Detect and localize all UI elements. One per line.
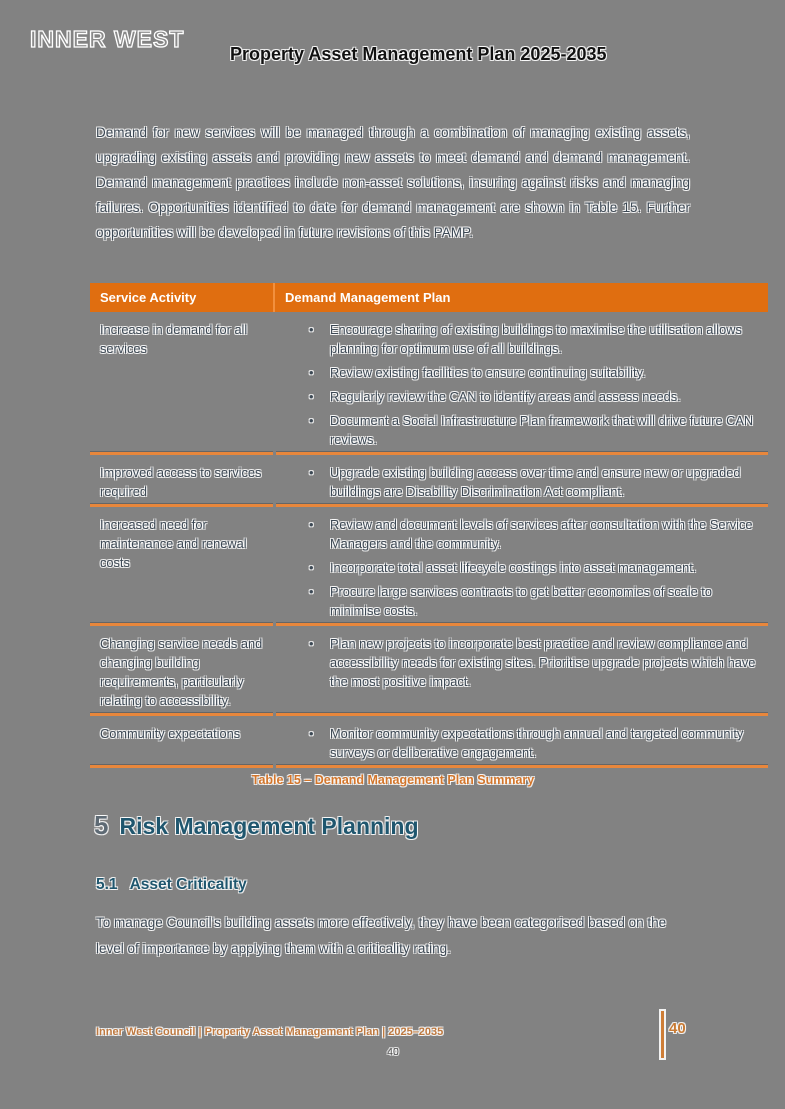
page-number: 40 xyxy=(669,1020,686,1037)
plan-cell xyxy=(273,626,768,716)
plan-cell xyxy=(273,716,768,768)
activity-cell: Increased need for maintenance and renewal costs xyxy=(100,517,247,570)
list-item-text: Review existing facilities to ensure continuing suitability. xyxy=(330,365,646,380)
bullet-icon: • xyxy=(309,726,314,741)
section-heading xyxy=(94,810,419,841)
bullet-icon: • xyxy=(309,560,314,575)
bullet-icon: • xyxy=(309,584,314,599)
list-item xyxy=(273,320,760,358)
bullet-icon: • xyxy=(309,465,314,480)
activity-cell: Improved access to services required xyxy=(100,465,262,499)
list-item xyxy=(273,634,760,691)
inner-west-logo: INNER WEST xyxy=(30,26,185,52)
table-row xyxy=(90,716,768,768)
plan-cell xyxy=(273,455,768,507)
bullet-icon: • xyxy=(309,413,314,428)
list-item-text: Upgrade existing building access over time and ensure new or upgraded buildings are Disability Discrimination Act compliant. xyxy=(330,465,741,499)
intro-paragraph: Demand for new services will be managed through a combination of managing existing assets, upgrading existing assets and providing new assets to meet demand and demand management. Demand management practices include non-asset solutions, insuring against risks and managing failures. Opportunities identified to date for demand management are shown in Table 15. Further opportunities will be developed in future revisions of this PAMP. xyxy=(96,125,690,240)
page-number-small: 40 xyxy=(387,1046,399,1058)
list-item-text: Regularly review the CAN to identify areas and assess needs. xyxy=(330,389,681,404)
column-header-demand-management-plan: Demand Management Plan xyxy=(273,283,768,312)
list-item xyxy=(273,463,760,501)
bullet-icon: • xyxy=(309,636,314,651)
table-row xyxy=(90,312,768,455)
section-number: 5 xyxy=(94,810,109,840)
bullet-icon: • xyxy=(309,322,314,337)
list-item xyxy=(273,558,760,577)
list-item xyxy=(273,582,760,620)
list-item-text: Incorporate total asset lifecycle costings into asset management. xyxy=(330,560,697,575)
list-item-text: Plan new projects to incorporate best practice and review compliance and accessibility needs for existing sites. Prioritise upgrade projects which have the most positive impact. xyxy=(330,636,756,689)
activity-cell: Community expectations xyxy=(100,726,241,741)
activity-cell: Increase in demand for all services xyxy=(100,322,248,356)
bullet-icon: • xyxy=(309,517,314,532)
list-item xyxy=(273,411,760,449)
table-row xyxy=(90,626,768,716)
list-item xyxy=(273,724,760,762)
list-item-text: Procure large services contracts to get better economies of scale to minimise costs. xyxy=(330,584,712,618)
list-item-text: Review and document levels of services after consultation with the Service Managers and the community. xyxy=(330,517,753,551)
table-caption: Table 15 – Demand Management Plan Summary xyxy=(251,773,535,787)
bullet-icon: • xyxy=(309,389,314,404)
subsection-number: 5.1 xyxy=(96,876,118,893)
list-item xyxy=(273,363,760,382)
table-row xyxy=(90,455,768,507)
section-title: Risk Management Planning xyxy=(119,813,419,839)
body-paragraph: To manage Council's building assets more effectively, they have been categorised based on the level of importance by applying them with a criticality rating. xyxy=(96,915,667,956)
list-item-text: Document a Social Infrastructure Plan framework that will drive future CAN reviews. xyxy=(330,413,754,447)
column-header-service-activity: Service Activity xyxy=(100,290,197,305)
table-header-row xyxy=(90,283,768,312)
activity-cell: Changing service needs and changing building requirements, particularly relating to accessibility. xyxy=(100,636,263,708)
list-item xyxy=(273,515,760,553)
plan-cell xyxy=(273,312,768,455)
document-title: Property Asset Management Plan 2025-2035 xyxy=(230,44,607,64)
table-row xyxy=(90,507,768,626)
list-item-text: Monitor community expectations through annual and targeted community surveys or deliberative engagement. xyxy=(330,726,744,760)
list-item xyxy=(273,387,760,406)
demand-management-table xyxy=(90,283,768,787)
plan-cell xyxy=(273,507,768,626)
list-item-text: Encourage sharing of existing buildings to maximise the utilisation allows planning for optimum use of all buildings. xyxy=(330,322,742,356)
bullet-icon: • xyxy=(309,365,314,380)
subsection-title: Asset Criticality xyxy=(129,876,247,893)
subsection-heading xyxy=(96,876,247,894)
footer-text: Inner West Council | Property Asset Management Plan | 2025–2035 xyxy=(96,1026,444,1038)
